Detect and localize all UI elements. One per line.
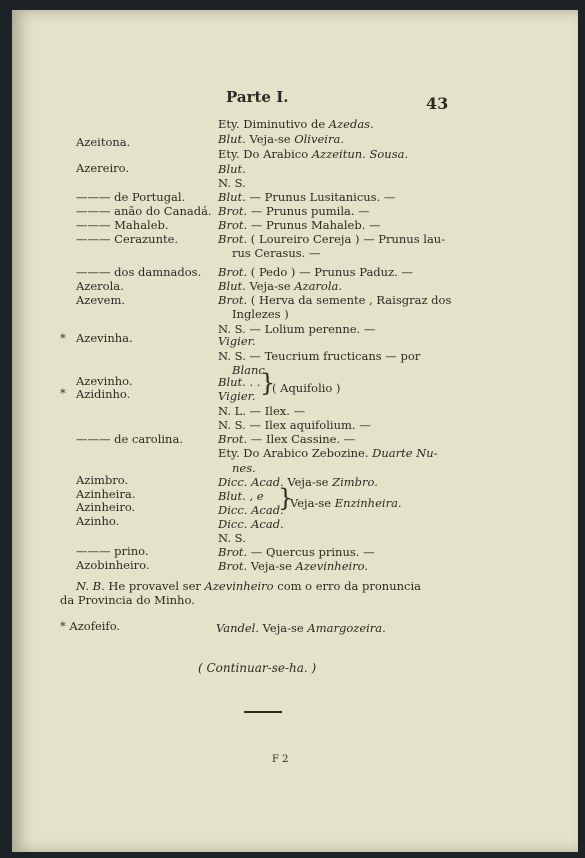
- headword: Azinheira.: [76, 487, 136, 501]
- asterisk-mark: *: [60, 331, 66, 345]
- asterisk-mark: *: [60, 386, 66, 400]
- page-number: 43: [426, 94, 449, 113]
- entry-text: Blut. — Prunus Lusitanicus. —: [218, 190, 396, 204]
- headword: ——— Cerazunte.: [76, 232, 179, 246]
- entry-text: Blut.: [218, 162, 246, 176]
- headword: Azerola.: [76, 279, 124, 293]
- note-line: da Provincia do Minho.: [60, 593, 195, 607]
- headword: ——— de carolina.: [76, 432, 183, 446]
- headword: Azobinheiro.: [76, 558, 150, 572]
- headword: Azeitona.: [76, 135, 131, 149]
- entry-text: Brot. — Prunus pumila. —: [218, 204, 370, 218]
- entry-text: N. S. — Ilex aquifolium. —: [218, 418, 371, 432]
- headword: ——— dos damnados.: [76, 265, 202, 279]
- entry-text: Blut. , e: [218, 489, 264, 503]
- brace-mark: }: [260, 369, 276, 397]
- entry-text: Ety. Do Arabico Zebozine. Duarte Nu-: [218, 446, 438, 460]
- brace-mark: }: [278, 484, 294, 512]
- entry-text: Ety. Diminutivo de Azedas.: [218, 117, 374, 131]
- entry-text: Brot. ( Loureiro Cereja ) — Prunus lau-: [218, 232, 446, 246]
- headword: Azinho.: [76, 514, 120, 528]
- entry-text: Brot. — Prunus Mahaleb. —: [218, 218, 381, 232]
- headword: * Azofeifo.: [60, 619, 121, 633]
- entry-text: Brot. ( Pedo ) — Prunus Paduz. —: [218, 265, 413, 279]
- headword: ——— Mahaleb.: [76, 218, 169, 232]
- entry-text: Blanc.: [232, 363, 269, 377]
- entry-text: N. S.: [218, 176, 246, 190]
- entry-text: Brot. ( Herva da semente , Raisgraz dos: [218, 293, 452, 307]
- headword: ——— anão do Canadá.: [76, 204, 212, 218]
- entry-text: Brot. — Ilex Cassine. —: [218, 432, 356, 446]
- entry-text: N. S.: [218, 531, 246, 545]
- headword: Azidinho.: [76, 387, 131, 401]
- entry-text: N. S. — Teucrium fructicans — por: [218, 349, 421, 363]
- headword: Azevem.: [76, 293, 126, 307]
- continued-note: ( Continuar-se-ha. ): [198, 661, 317, 675]
- entry-text: Vigier.: [218, 334, 256, 348]
- entry-text: rus Cerasus. —: [232, 246, 321, 260]
- entry-text: Brot. — Quercus prinus. —: [218, 545, 375, 559]
- entry-text: N. S. — Lolium perenne. —: [218, 322, 376, 336]
- headword: ——— de Portugal.: [76, 190, 186, 204]
- entry-text: Inglezes ): [232, 307, 289, 321]
- headword: Azereiro.: [76, 161, 130, 175]
- headword: Azimbro.: [76, 473, 129, 487]
- entry-text: Ety. Do Arabico Azzeitun. Sousa.: [218, 147, 409, 161]
- divider-rule: [244, 711, 282, 713]
- note-line: N. B. He provavel ser Azevinheiro com o erro da pronuncia: [76, 579, 421, 593]
- headword: ——— prino.: [76, 544, 149, 558]
- entry-text: Veja-se Enzinheira.: [290, 496, 402, 510]
- entry-text: Blut. Veja-se Azarola.: [218, 279, 343, 293]
- running-title: Parte I.: [226, 88, 289, 106]
- entry-text: Dicc. Acad.: [218, 503, 284, 517]
- headword: Azevinha.: [76, 331, 133, 345]
- entry-text: ( Aquifolio ): [272, 381, 341, 395]
- signature-mark: F 2: [272, 754, 289, 765]
- entry-text: Vigier.: [218, 389, 256, 403]
- entry-text: Dicc. Acad.: [218, 517, 284, 531]
- entry-text: N. L. — Ilex. —: [218, 404, 306, 418]
- entry-text: Dicc. Acad. Veja-se Zimbro.: [218, 475, 378, 489]
- entry-text: Blut. . .: [218, 375, 261, 389]
- headword: Azinheiro.: [76, 500, 136, 514]
- entry-text: Vandel. Veja-se Amargozeira.: [216, 621, 386, 635]
- headword: Azevinho.: [76, 374, 133, 388]
- book-page: [12, 10, 578, 852]
- entry-text: Brot. Veja-se Azevinheiro.: [218, 559, 369, 573]
- entry-text: nes.: [232, 461, 256, 475]
- entry-text: Blut. Veja-se Oliveira.: [218, 132, 344, 146]
